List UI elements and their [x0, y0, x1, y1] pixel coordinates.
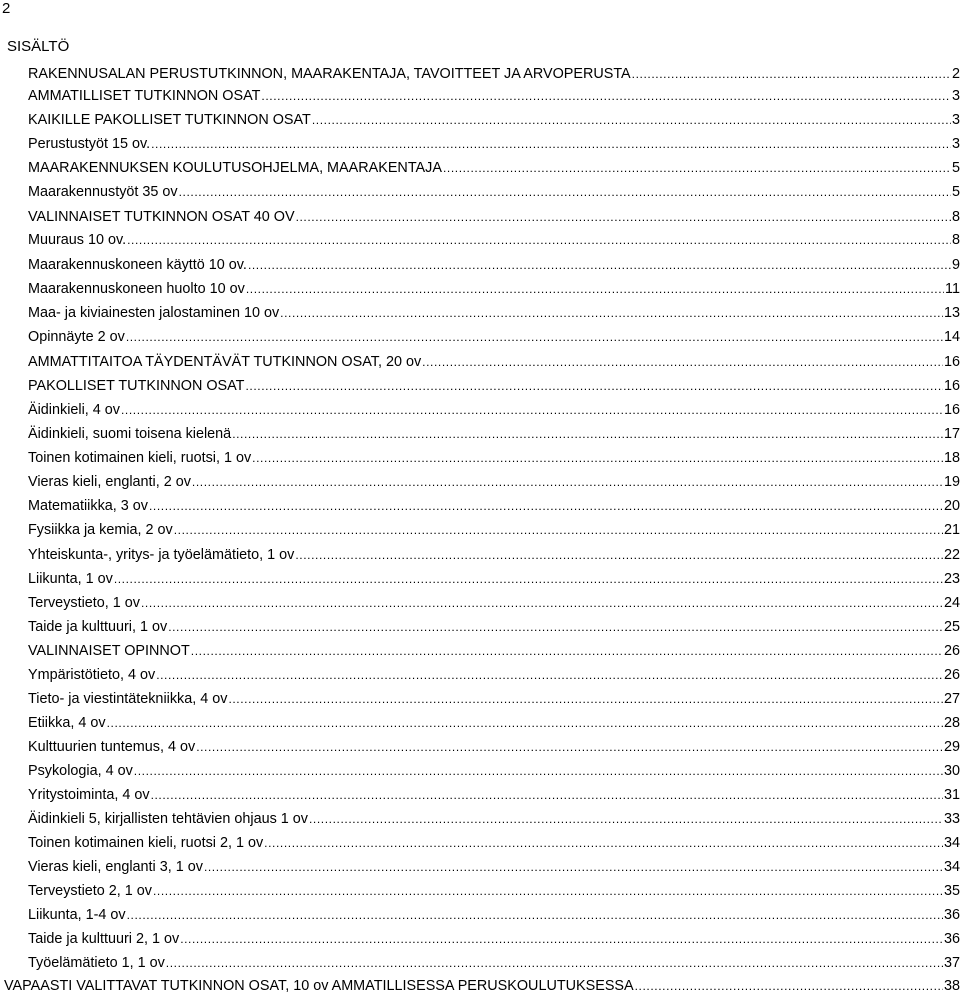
toc-entry-title: Vieras kieli, englanti, 2 ov [28, 474, 191, 490]
toc-entry-title: Maarakennuskoneen huolto 10 ov [28, 281, 245, 297]
toc-dot-leader [114, 570, 943, 588]
toc-entry-page: 26 [943, 667, 960, 683]
toc-entry[interactable] [4, 977, 960, 995]
toc-dot-leader [126, 328, 943, 346]
toc-entry[interactable] [28, 87, 960, 105]
toc-entry-page: 33 [943, 811, 960, 827]
toc-entry-page: 8 [951, 209, 960, 225]
toc-entry[interactable] [28, 280, 960, 298]
toc-entry-title: VALINNAISET TUTKINNON OSAT 40 OV [28, 209, 295, 225]
toc-entry[interactable] [28, 834, 960, 852]
toc-entry[interactable] [28, 497, 960, 515]
toc-dot-leader [296, 208, 951, 226]
toc-entry[interactable] [28, 256, 960, 274]
toc-entry[interactable] [28, 328, 960, 346]
toc-entry-title: Terveystieto, 1 ov [28, 595, 140, 611]
toc-dot-leader [204, 858, 943, 876]
toc-entry-title: Etiikka, 4 ov [28, 715, 106, 731]
toc-dot-leader [179, 183, 951, 201]
toc-entry-title: KAIKILLE PAKOLLISET TUTKINNON OSAT [28, 112, 311, 128]
toc-entry-page: 13 [943, 305, 960, 321]
toc-dot-leader [168, 618, 943, 636]
toc-dot-leader [309, 810, 943, 828]
toc-entry-title: Psykologia, 4 ov [28, 763, 133, 779]
toc-entry-page: 5 [951, 160, 960, 176]
toc-entry[interactable] [28, 762, 960, 780]
toc-entry-page: 22 [943, 547, 960, 563]
toc-entry-title: MAARAKENNUKSEN KOULUTUSOHJELMA, MAARAKENTAJA [28, 160, 442, 176]
toc-entry-title: Liikunta, 1-4 ov [28, 907, 126, 923]
toc-dot-leader [156, 666, 943, 684]
toc-entry-page: 16 [943, 402, 960, 418]
toc-dot-leader [180, 930, 943, 948]
toc-entry-page: 28 [943, 715, 960, 731]
toc-dot-leader [153, 882, 943, 900]
toc-entry[interactable] [28, 666, 960, 684]
toc-entry-page: 2 [951, 66, 960, 82]
toc-dot-leader [422, 353, 943, 371]
toc-entry-title: AMMATTITAITOA TÄYDENTÄVÄT TUTKINNON OSAT, 20 ov [28, 354, 422, 370]
toc-entry-title: Ympäristötieto, 4 ov [28, 667, 156, 683]
toc-entry[interactable] [28, 425, 960, 443]
toc-entry-title: Terveystieto 2, 1 ov [28, 883, 152, 899]
toc-dot-leader [166, 954, 943, 972]
toc-entry-title: Taide ja kulttuuri 2, 1 ov [28, 931, 180, 947]
toc-entry-page: 19 [943, 474, 960, 490]
toc-dot-leader [252, 449, 943, 467]
toc-dot-leader [295, 546, 943, 564]
toc-dot-leader [192, 473, 943, 491]
toc-entry-title: Yritystoiminta, 4 ov [28, 787, 150, 803]
toc-entry-title: Äidinkieli 5, kirjallisten tehtävien ohjaus 1 ov [28, 811, 308, 827]
toc-entry-page: 17 [943, 426, 960, 442]
toc-entry-page: 16 [943, 354, 960, 370]
toc-entry-page: 36 [943, 931, 960, 947]
toc-entry-title: Maarakennuskoneen käyttö 10 ov. [28, 257, 247, 273]
toc-entry-page: 18 [943, 450, 960, 466]
toc-entry-page: 35 [943, 883, 960, 899]
toc-entry[interactable] [28, 738, 960, 756]
toc-entry-page: 20 [943, 498, 960, 514]
toc-entry[interactable] [28, 111, 960, 129]
toc-entry-title: Liikunta, 1 ov [28, 571, 113, 587]
toc-entry-page: 34 [943, 835, 960, 851]
toc-entry[interactable] [28, 642, 960, 660]
toc-entry[interactable] [28, 135, 960, 153]
toc-dot-leader [264, 834, 943, 852]
toc-dot-leader [312, 111, 951, 129]
toc-entry-title: Kulttuurien tuntemus, 4 ov [28, 739, 196, 755]
toc-entry-page: 24 [943, 595, 960, 611]
toc-entry[interactable] [28, 231, 960, 249]
toc-entry-title: Äidinkieli, 4 ov [28, 402, 120, 418]
toc-entry-page: 11 [945, 281, 960, 297]
toc-entry-title: Matematiikka, 3 ov [28, 498, 148, 514]
toc-dot-leader [121, 401, 943, 419]
toc-entry-page: 30 [943, 763, 960, 779]
toc-entry[interactable] [28, 401, 960, 419]
toc-entry[interactable] [28, 159, 960, 177]
toc-entry-page: 21 [943, 522, 960, 538]
toc-entry-title: AMMATILLISET TUTKINNON OSAT [28, 88, 261, 104]
toc-entry-title: VAPAASTI VALITTAVAT TUTKINNON OSAT, 10 ov AMMATILLISESSA PERUSKOULUTUKSESSA [4, 978, 634, 994]
toc-entry[interactable] [28, 183, 960, 201]
toc-entry-page: 36 [943, 907, 960, 923]
toc-dot-leader [149, 497, 943, 515]
toc-entry-title: Maa- ja kiviainesten jalostaminen 10 ov [28, 305, 280, 321]
toc-entry-page: 8 [951, 232, 960, 248]
toc-entry-page: 37 [943, 955, 960, 971]
toc-entry-page: 9 [951, 257, 960, 273]
toc-entry[interactable] [28, 906, 960, 924]
toc-dot-leader [280, 304, 943, 322]
toc-dot-leader [127, 906, 943, 924]
toc-dot-leader [261, 87, 951, 105]
toc-entry-page: 31 [943, 787, 960, 803]
toc-entry-page: 3 [951, 88, 960, 104]
toc-entry-title: PAKOLLISET TUTKINNON OSAT [28, 378, 245, 394]
toc-entry-title: RAKENNUSALAN PERUSTUTKINNON, MAARAKENTAJA, TAVOITTEET JA ARVOPERUSTA [28, 66, 631, 82]
toc-entry-title: Muuraus 10 ov. [28, 232, 127, 248]
toc-dot-leader [196, 738, 943, 756]
toc-dot-leader [635, 977, 943, 995]
toc-entry-title: Tieto- ja viestintätekniikka, 4 ov [28, 691, 228, 707]
toc-entry[interactable] [28, 786, 960, 804]
toc-entry-page: 27 [943, 691, 960, 707]
toc-dot-leader [191, 642, 943, 660]
toc-entry-page: 38 [943, 978, 960, 994]
toc-entry-page: 5 [951, 184, 960, 200]
toc-dot-leader [174, 521, 943, 539]
toc-dot-leader [151, 135, 951, 153]
toc-entry[interactable] [28, 546, 960, 564]
toc-entry[interactable] [28, 377, 960, 395]
toc-entry-page: 26 [943, 643, 960, 659]
toc-entry[interactable] [28, 954, 960, 972]
page-number: 2 [2, 0, 11, 17]
toc-entry[interactable] [28, 810, 960, 828]
toc-entry-page: 25 [943, 619, 960, 635]
toc-entry-page: 14 [943, 329, 960, 345]
toc-entry-title: Yhteiskunta-, yritys- ja työelämätieto, 1 ov [28, 547, 295, 563]
toc-entry[interactable] [28, 570, 960, 588]
toc-entry-title: Toinen kotimainen kieli, ruotsi, 1 ov [28, 450, 252, 466]
toc-entry[interactable] [28, 521, 960, 539]
toc-entry[interactable] [28, 618, 960, 636]
toc-entry-title: Opinnäyte 2 ov [28, 329, 125, 345]
toc-entry-title: Perustustyöt 15 ov. [28, 136, 151, 152]
toc-entry[interactable] [28, 882, 960, 900]
toc-entry-title: Työelämätieto 1, 1 ov [28, 955, 165, 971]
toc-dot-leader [245, 377, 943, 395]
toc-entry-page: 34 [943, 859, 960, 875]
toc-entry-page: 29 [943, 739, 960, 755]
toc-entry[interactable] [28, 594, 960, 612]
toc-heading: SISÄLTÖ [7, 38, 70, 55]
toc-entry-title: Toinen kotimainen kieli, ruotsi 2, 1 ov [28, 835, 264, 851]
toc-dot-leader [248, 256, 951, 274]
toc-entry-page: 23 [943, 571, 960, 587]
toc-entry[interactable] [28, 65, 960, 83]
toc-entry[interactable] [28, 473, 960, 491]
toc-entry[interactable] [28, 353, 960, 371]
toc-entry[interactable] [28, 714, 960, 732]
toc-dot-leader [246, 280, 944, 298]
toc-entry[interactable] [28, 304, 960, 322]
toc-entry[interactable] [28, 930, 960, 948]
toc-dot-leader [632, 65, 951, 83]
toc-dot-leader [107, 714, 943, 732]
toc-entry-title: Taide ja kulttuuri, 1 ov [28, 619, 168, 635]
toc-entry-title: Fysiikka ja kemia, 2 ov [28, 522, 173, 538]
toc-dot-leader [228, 690, 943, 708]
toc-entry[interactable] [28, 690, 960, 708]
toc-dot-leader [141, 594, 943, 612]
toc-dot-leader [134, 762, 943, 780]
toc-entry[interactable] [28, 449, 960, 467]
toc-entry-page: 16 [943, 378, 960, 394]
toc-entry-title: Äidinkieli, suomi toisena kielenä [28, 426, 232, 442]
toc-dot-leader [151, 786, 943, 804]
toc-entry[interactable] [28, 858, 960, 876]
toc-entry-page: 3 [951, 112, 960, 128]
toc-dot-leader [232, 425, 943, 443]
toc-entry-title: Vieras kieli, englanti 3, 1 ov [28, 859, 203, 875]
toc-entry-title: Maarakennustyöt 35 ov [28, 184, 178, 200]
toc-dot-leader [443, 159, 951, 177]
toc-entry-page: 3 [951, 136, 960, 152]
toc-dot-leader [127, 231, 951, 249]
toc-entry[interactable] [28, 208, 960, 226]
toc-entry-title: VALINNAISET OPINNOT [28, 643, 190, 659]
